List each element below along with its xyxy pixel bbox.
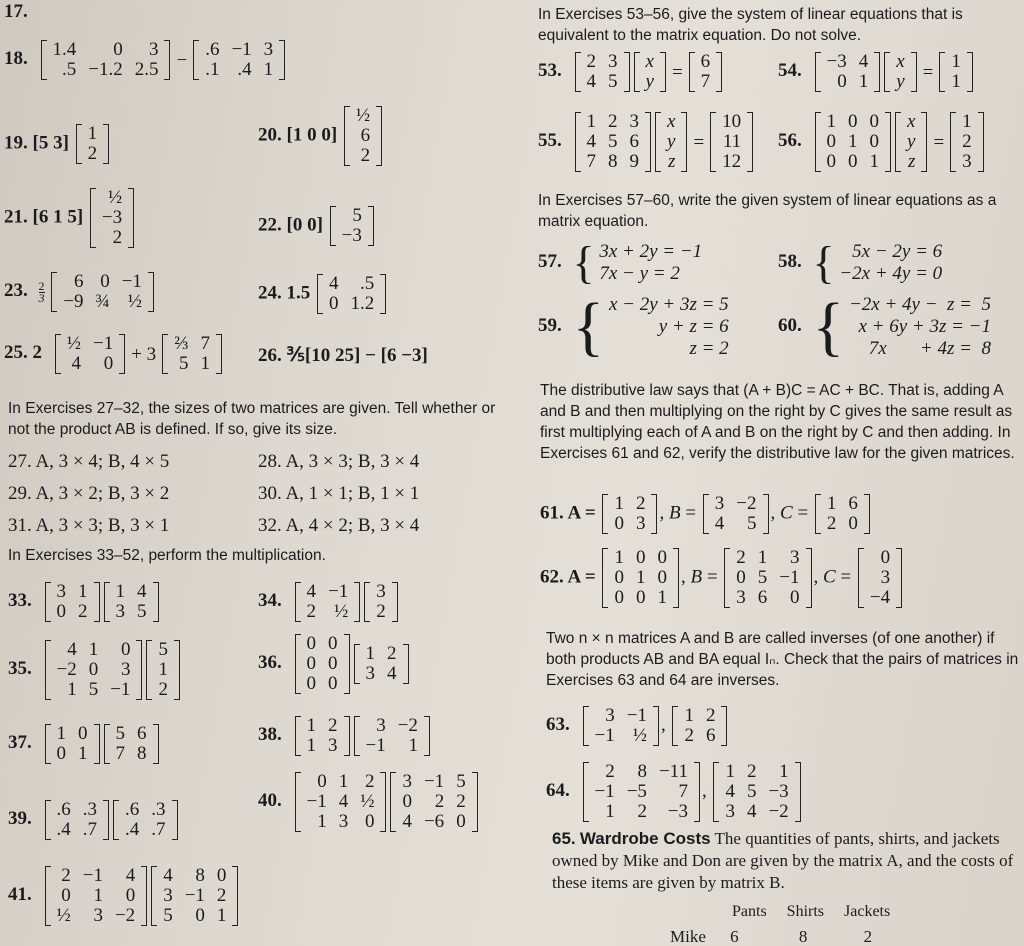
instructions-57-60: In Exercises 57–60, write the given system of linear equations as a matrix equation. xyxy=(538,192,997,230)
matrix: 3 0 1 2 xyxy=(45,582,100,622)
equation: x − 2y + 3z = 5 xyxy=(608,294,729,315)
matrix: 4 3 5 8 −1 0 0 2 1 xyxy=(151,866,238,926)
exercise-38 xyxy=(258,716,432,756)
exercise-36 xyxy=(258,634,411,694)
matrix: 1 3 2 4 xyxy=(354,644,409,684)
exercise-32: 32. A, 4 × 2; B, 3 × 4 xyxy=(258,515,420,536)
exercise-number: 17. xyxy=(4,1,28,22)
exercise-17 xyxy=(4,2,34,21)
exercise-22-text: 22. [0 0] xyxy=(258,214,323,236)
matrix: ½ 6 2 xyxy=(344,106,382,166)
exercise-61: 61. A = 1 0 2 3 , B = 3 4 −2 5 , C = 1 2 6 0 xyxy=(540,494,872,534)
matrix: 1 4 3 2 5 4 1 −3 −2 xyxy=(713,762,800,822)
exercise-59: 59. { x − 2y + 3z = 5 y + z = 6 z = 2 xyxy=(538,290,729,363)
column-header: Shirts xyxy=(786,903,825,920)
exercise-number: 23. xyxy=(4,280,28,302)
matrix: 1 0 0 1 xyxy=(45,724,100,764)
exercise-25: 25. 2 ½ 4 −1 0 + 3 ⅔ 5 7 1 xyxy=(4,334,224,374)
equation: 5x − 2y = 6 xyxy=(852,241,943,262)
exercise-number: 34. xyxy=(258,590,282,612)
exercise-41 xyxy=(8,866,240,926)
table-cell: 6 xyxy=(730,927,739,946)
matrix: ½ −3 2 xyxy=(90,188,134,248)
exercise-20 xyxy=(258,106,384,166)
exercise-number: 65. xyxy=(552,829,576,848)
exercise-29: 29. A, 3 × 2; B, 3 × 2 xyxy=(8,483,170,504)
exercise-number: 38. xyxy=(258,724,282,746)
instructions-33-52: In Exercises 33–52, perform the multiplication. xyxy=(8,547,326,564)
exercise-60: 60. { −2x + 4y − z = 5 x + 6y + 3z = −1 7x + 4z = 8 xyxy=(778,290,991,363)
matrix: 0 3 −4 xyxy=(858,548,902,608)
exercise-20-text: 20. [1 0 0] xyxy=(258,124,338,146)
column-header: Jackets xyxy=(844,903,891,920)
matrix: 5 1 2 xyxy=(146,640,180,700)
exercise-62-label: 62. A = xyxy=(540,566,596,588)
exercise-19-text: 19. [5 3] xyxy=(4,132,69,154)
exercise-40 xyxy=(258,772,480,832)
table-cell: 8 xyxy=(798,927,808,946)
exercise-number: 40. xyxy=(258,790,282,812)
matrix: 1 1 xyxy=(939,52,973,92)
matrix: 1 0 0 0 1 0 0 0 1 xyxy=(602,548,679,608)
exercise-21-text: 21. [6 1 5] xyxy=(4,206,84,228)
matrix: 1 4 7 2 5 8 3 6 9 xyxy=(575,112,652,172)
instructions-27-32: In Exercises 27–32, the sizes of two matrices are given. Tell whether or not the product AB is defined. If so, give its size. xyxy=(8,400,496,438)
matrix: 2 0 3 1 5 6 3 −1 0 xyxy=(724,548,811,608)
matrix: 1 1 2 3 xyxy=(295,716,350,756)
matrix: 1 2 2 6 xyxy=(672,706,727,746)
matrix: 6 −9 0 ¾ −1 ½ xyxy=(51,272,154,312)
instructions-53-56: In Exercises 53–56, give the system of linear equations that is equivalent to the matrix equation. Do not solve. xyxy=(538,6,963,44)
exercise-number: 41. xyxy=(8,884,32,906)
matrix: −3 0 4 1 xyxy=(815,52,881,92)
exercise-number: 37. xyxy=(8,732,32,754)
exercise-62: 62. A = 1 0 0 0 1 0 0 0 1 , B = 2 0 3 1 5 6 3 −1 0 , C = 0 3 −4 xyxy=(540,548,904,608)
exercise-56: 56. 1 0 0 0 1 0 0 0 1 x y z = 1 2 3 xyxy=(778,112,986,172)
exercise-number: 54. xyxy=(778,60,802,82)
exercise-26: 26. ⅗[10 25] − [6 −3] xyxy=(258,345,428,366)
exercise-24 xyxy=(258,274,388,314)
equation: 7x + 4z = 8 xyxy=(868,338,991,359)
exercise-31: 31. A, 3 × 3; B, 3 × 1 xyxy=(8,515,170,536)
row-label: Mike xyxy=(670,927,706,946)
matrix: 1 0 2 3 xyxy=(602,494,657,534)
exercise-55: 55. 1 4 7 2 5 8 3 6 9 x y z = 10 11 12 xyxy=(538,112,755,172)
exercise-number: 53. xyxy=(538,60,562,82)
exercise-number: 60. xyxy=(778,315,802,337)
exercise-24-text: 24. 1.5 xyxy=(258,282,311,304)
matrix: 2 4 3 5 xyxy=(575,52,630,92)
wardrobe-headers xyxy=(732,904,890,920)
matrix: 1.4 .5 0 −1.2 3 2.5 xyxy=(41,40,171,80)
column-header: Pants xyxy=(732,903,767,920)
matrix: 0 −1 1 1 4 3 2 ½ 0 xyxy=(295,772,387,832)
equation: 7x − y = 2 xyxy=(599,263,680,284)
exercise-33 xyxy=(8,582,161,622)
matrix: 3 −1 −1 ½ xyxy=(583,706,659,746)
matrix: 3 −1 −2 1 xyxy=(354,716,430,756)
equation: 3x + 2y = −1 xyxy=(599,241,703,262)
matrix: 1 2 xyxy=(76,124,110,164)
exercise-64: 64. 2 −1 1 8 −5 2 −11 7 −3 , 1 4 3 2 5 4 1 −3 −2 xyxy=(546,762,803,822)
matrix: x y xyxy=(884,52,916,92)
exercise-number: 57. xyxy=(538,251,562,273)
matrix: .6 .4 .3 .7 xyxy=(45,800,110,840)
equation: −2x + 4y − z = 5 xyxy=(848,294,991,315)
exercise-27: 27. A, 3 × 4; B, 4 × 5 xyxy=(8,451,170,472)
exercise-57: 57. { 3x + 2y = −1 7x − y = 2 xyxy=(538,237,703,288)
exercise-65 xyxy=(552,828,1020,894)
exercise-number: 33. xyxy=(8,590,32,612)
equation: x + 6y + 3z = −1 xyxy=(858,316,991,337)
table-cell: 2 xyxy=(863,927,873,946)
matrix: 5 7 6 8 xyxy=(104,724,159,764)
exercise-63: 63. 3 −1 −1 ½ , 1 2 2 6 xyxy=(546,706,729,746)
matrix: x y xyxy=(634,52,666,92)
matrix: 2 −1 1 8 −5 2 −11 7 −3 xyxy=(583,762,700,822)
exercise-number: 64. xyxy=(546,780,570,802)
matrix: 3 4 −2 5 xyxy=(703,494,769,534)
exercise-number: 63. xyxy=(546,714,570,736)
exercise-58: 58. { 5x − 2y = 6 −2x + 4y = 0 xyxy=(778,237,943,288)
exercise-number: 39. xyxy=(8,808,32,830)
exercise-39 xyxy=(8,800,180,840)
matrix: x y z xyxy=(895,112,927,172)
matrix: x y z xyxy=(655,112,687,172)
exercise-22 xyxy=(258,206,376,246)
instructions-61-62: The distributive law says that (A + B)C = AC + BC. That is, adding A and B and then multiplying on the right by C gives the same result as first multiplying each of A and B on the right by C and then adding. In Exercises 61 and 62, verify the distributive law for the given matrices. xyxy=(540,382,1015,462)
exercise-title: Wardrobe Costs xyxy=(579,829,711,848)
matrix: 6 7 xyxy=(689,52,723,92)
matrix: 4 0 .5 1.2 xyxy=(317,274,386,314)
exercise-23: 23. $\frac{2}{3}$ 6 −9 0 ¾ −1 ½ xyxy=(4,272,156,312)
exercise-number: 18. xyxy=(4,48,28,70)
exercise-54: 54. −3 0 4 1 x y = 1 1 xyxy=(778,52,975,92)
equation: −2x + 4y = 0 xyxy=(839,263,943,284)
matrix: 0 0 0 0 0 0 xyxy=(295,634,350,694)
matrix: 3 0 4 −1 2 −6 5 2 0 xyxy=(390,772,477,832)
exercise-19 xyxy=(4,124,111,164)
exercise-34 xyxy=(258,582,400,622)
exercise-21 xyxy=(4,188,136,248)
exercise-37 xyxy=(8,724,161,764)
exercise-number: 58. xyxy=(778,251,802,273)
matrix: ⅔ 5 7 1 xyxy=(162,334,222,374)
exercise-53: 53. 2 4 3 5 x y = 6 7 xyxy=(538,52,724,92)
exercise-number: 35. xyxy=(8,658,32,680)
instructions-63-64: Two n × n matrices A and B are called inverses (of one another) if both products AB and BA equal Iₙ. Check that the pairs of matrices in Exercises 63 and 64 are inverses. xyxy=(546,630,1019,689)
exercise-number: 25. 2 xyxy=(4,342,42,364)
matrix: 1 2 6 0 xyxy=(815,494,870,534)
matrix: 4 2 −1 ½ xyxy=(295,582,361,622)
exercise-number: 55. xyxy=(538,130,562,152)
exercise-30: 30. A, 1 × 1; B, 1 × 1 xyxy=(258,483,420,504)
matrix: .6 .1 −1 .4 3 1 xyxy=(193,40,285,80)
matrix: 10 11 12 xyxy=(710,112,753,172)
matrix: 1 2 3 xyxy=(950,112,984,172)
exercise-text: The quantities of pants, shirts, and jackets owned by Mike and Don are given by the matrix A, and the costs of these items are given by matrix B. xyxy=(552,829,1014,892)
exercise-18: 18. 1.4 .5 0 −1.2 3 2.5 − .6 .1 −1 .4 3 1 xyxy=(4,40,287,80)
equation: z = 2 xyxy=(689,338,729,359)
equation: y + z = 6 xyxy=(658,316,729,337)
exercise-number: 56. xyxy=(778,130,802,152)
matrix: 1 3 4 5 xyxy=(104,582,159,622)
exercise-number: 59. xyxy=(538,315,562,337)
matrix: 3 2 xyxy=(364,582,398,622)
matrix: 2 0 ½ −1 1 3 4 0 −2 xyxy=(45,866,148,926)
matrix: 4 −2 1 1 0 5 0 3 −1 xyxy=(45,640,143,700)
matrix: 5 −3 xyxy=(330,206,374,246)
exercise-61-label: 61. A = xyxy=(540,502,596,524)
exercise-28: 28. A, 3 × 3; B, 3 × 4 xyxy=(258,451,420,472)
exercise-number: 36. xyxy=(258,652,282,674)
matrix: ½ 4 −1 0 xyxy=(55,334,125,374)
wardrobe-row xyxy=(670,928,872,945)
matrix: .6 .4 .3 .7 xyxy=(113,800,178,840)
matrix: 1 0 0 0 1 0 0 0 1 xyxy=(815,112,892,172)
exercise-35 xyxy=(8,640,182,700)
